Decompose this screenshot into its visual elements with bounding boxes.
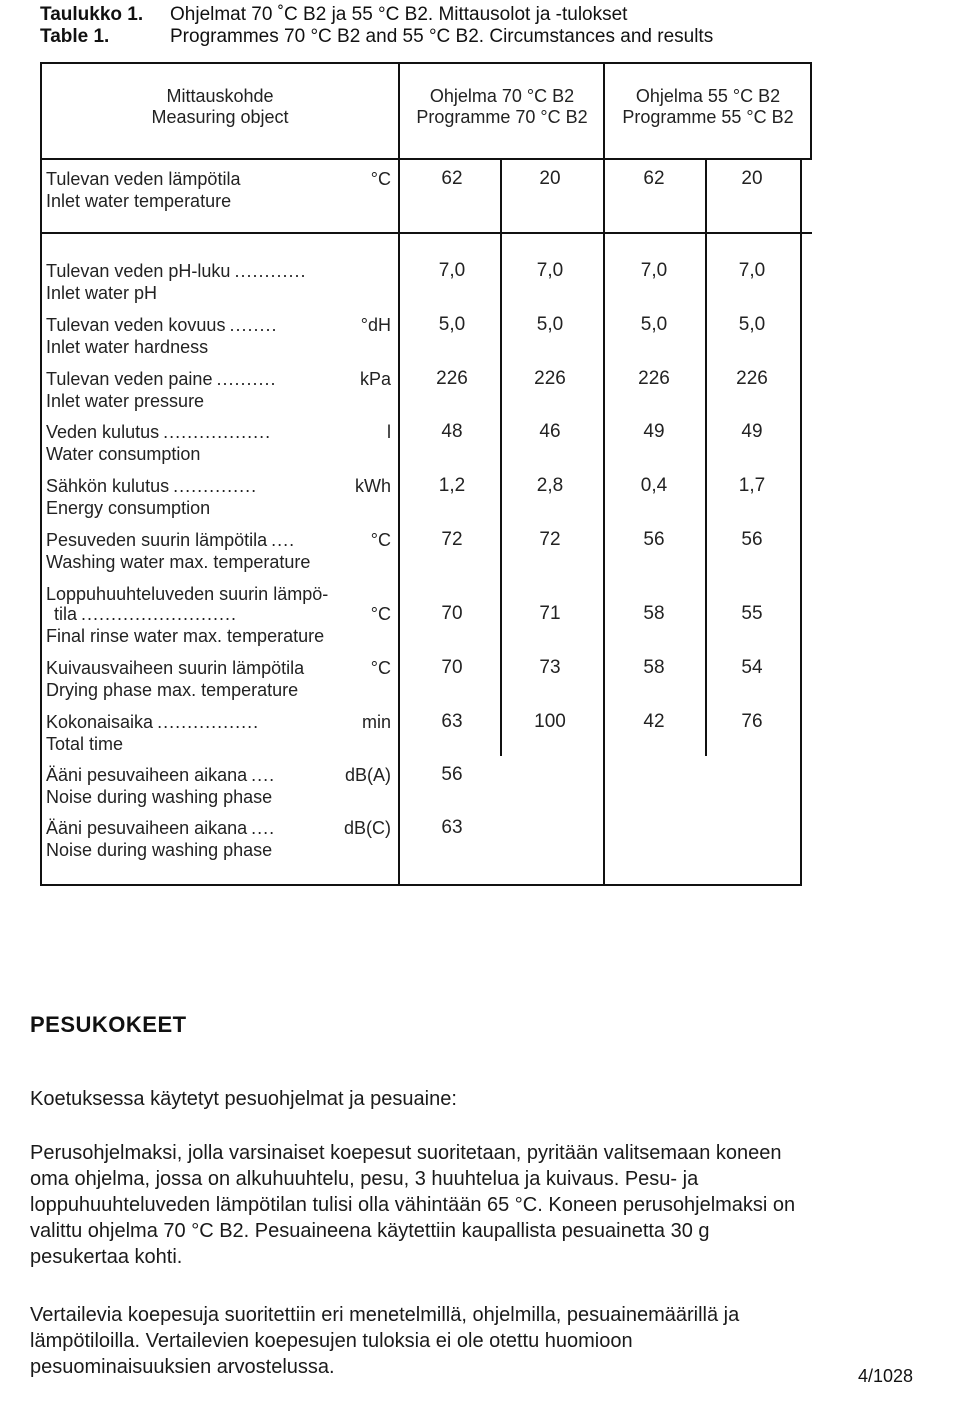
table-caption-en bbox=[40, 26, 713, 48]
table-cell: 56 bbox=[741, 529, 763, 550]
leader-dots: ................. bbox=[157, 712, 260, 732]
table-cell: 49 bbox=[741, 421, 763, 442]
unit-label: °C bbox=[370, 658, 391, 678]
row-label-fi bbox=[46, 657, 391, 679]
table-cell: 63 bbox=[441, 817, 463, 838]
table-cell: 226 bbox=[436, 368, 468, 389]
leader-dots: ........ bbox=[229, 315, 278, 335]
section-intro: Koetuksessa käytetyt pesuohjelmat ja pesuaine: bbox=[30, 1088, 457, 1110]
table-cell: 63 bbox=[441, 711, 463, 732]
header-measuring-object-fi: Mittauskohde bbox=[166, 86, 274, 106]
row-label-fi bbox=[46, 529, 391, 551]
table-cell: 5,0 bbox=[438, 314, 466, 335]
page-number: 4/1028 bbox=[858, 1366, 914, 1386]
table-cell: 58 bbox=[643, 603, 665, 624]
table-cell: 58 bbox=[643, 657, 665, 678]
row-label-fi-text: Tulevan veden paine bbox=[46, 369, 213, 389]
row-label-en: Water consumption bbox=[46, 444, 201, 464]
temperature-rule bbox=[40, 232, 812, 234]
sub-divider-55 bbox=[705, 158, 707, 756]
table-cell: 7,0 bbox=[640, 260, 668, 281]
row-label-en: Total time bbox=[46, 734, 124, 754]
table-cell: 71 bbox=[539, 603, 561, 624]
table-cell: 226 bbox=[736, 368, 768, 389]
table-right-border bbox=[800, 158, 802, 884]
table-cell: 5,0 bbox=[536, 314, 564, 335]
label-column-divider bbox=[398, 62, 400, 884]
row-label-fi-text: Loppuhuuhteluveden suurin lämpö- bbox=[46, 584, 329, 604]
row-label-fi bbox=[46, 421, 391, 443]
table-top-rule bbox=[40, 62, 812, 64]
table-cell: 70 bbox=[441, 603, 463, 624]
table-left-border bbox=[40, 62, 42, 884]
row-label-fi bbox=[46, 764, 391, 786]
table-cell: 7,0 bbox=[738, 260, 766, 281]
row-label-en: Drying phase max. temperature bbox=[46, 680, 299, 700]
leader-dots: .......................... bbox=[81, 604, 238, 624]
table-right-border-top bbox=[810, 62, 812, 158]
row-label-fi-text: Kuivausvaiheen suurin lämpötila bbox=[46, 658, 305, 678]
leader-dots: .............. bbox=[173, 476, 258, 496]
row-label-en: Inlet water temperature bbox=[46, 191, 232, 211]
leader-dots: .......... bbox=[216, 369, 277, 389]
programme-divider bbox=[603, 62, 605, 884]
row-label-fi-text: Ääni pesuvaiheen aikana bbox=[46, 818, 248, 838]
row-label-fi-continued bbox=[46, 603, 391, 625]
unit-label: °C bbox=[370, 530, 391, 550]
unit-label: l bbox=[387, 422, 391, 442]
row-label-en: Inlet water pressure bbox=[46, 391, 205, 411]
unit-label: °C bbox=[370, 169, 391, 189]
row-label-en: Washing water max. temperature bbox=[46, 552, 311, 572]
row-label-fi bbox=[46, 817, 391, 839]
leader-dots: .... bbox=[251, 818, 276, 838]
unit-label: dB(A) bbox=[344, 765, 391, 785]
section-paragraph-2: Vertailevia koepesuja suoritettiin eri menetelmillä, ohjelmilla, pesuainemäärillä ja lämpötiloilla. Vertailevien koepesujen tuloksia ei ole otettu huomioon pesuominaisuuksien arvostelussa. bbox=[30, 1304, 740, 1378]
row-label-en: Noise during washing phase bbox=[46, 787, 273, 807]
table-cell: 226 bbox=[534, 368, 566, 389]
row-label-fi-text: Ääni pesuvaiheen aikana bbox=[46, 765, 248, 785]
table-cell: 1,2 bbox=[438, 475, 466, 496]
row-label-fi bbox=[46, 168, 391, 190]
table-cell: 20 bbox=[539, 168, 561, 189]
table-bottom-rule bbox=[40, 884, 802, 886]
table-caption-fi bbox=[40, 4, 627, 26]
row-label-fi bbox=[46, 711, 391, 733]
row-label-en: Final rinse water max. temperature bbox=[46, 626, 325, 646]
header-programme-55 bbox=[608, 86, 808, 128]
table-cell: 226 bbox=[638, 368, 670, 389]
header-programme-70-en: Programme 70 °C B2 bbox=[416, 107, 588, 127]
row-label-fi bbox=[46, 583, 391, 605]
table-cell: 54 bbox=[741, 657, 763, 678]
leader-dots: .... bbox=[251, 765, 276, 785]
row-label-fi bbox=[46, 368, 391, 390]
row-label-fi-text: Tulevan veden kovuus bbox=[46, 315, 226, 335]
table-cell: 76 bbox=[741, 711, 763, 732]
header-measuring-object bbox=[100, 86, 340, 128]
section-title: PESUKOKEET bbox=[30, 1012, 187, 1037]
table-cell: 46 bbox=[539, 421, 561, 442]
row-label-en: Inlet water pH bbox=[46, 283, 158, 303]
table-cell: 72 bbox=[539, 529, 561, 550]
leader-dots: .... bbox=[271, 530, 296, 550]
row-label-fi-text: Tulevan veden pH-luku bbox=[46, 261, 231, 281]
row-label-fi bbox=[46, 314, 391, 336]
table-cell: 72 bbox=[441, 529, 463, 550]
table-cell: 20 bbox=[741, 168, 763, 189]
header-programme-70 bbox=[403, 86, 601, 128]
table-cell: 56 bbox=[441, 764, 463, 785]
table-cell: 56 bbox=[643, 529, 665, 550]
table-cell: 42 bbox=[643, 711, 665, 732]
unit-label: kWh bbox=[355, 476, 391, 496]
unit-label: °C bbox=[370, 604, 391, 624]
caption-label-en: Table 1. bbox=[40, 26, 110, 47]
table-cell: 48 bbox=[441, 421, 463, 442]
header-measuring-object-en: Measuring object bbox=[151, 107, 289, 127]
row-label-fi bbox=[46, 260, 391, 282]
table-cell: 70 bbox=[441, 657, 463, 678]
leader-dots: ............ bbox=[234, 261, 307, 281]
table-cell: 7,0 bbox=[536, 260, 564, 281]
row-label-en: Noise during washing phase bbox=[46, 840, 273, 860]
header-programme-55-fi: Ohjelma 55 °C B2 bbox=[635, 86, 781, 106]
row-label-fi-text: Tulevan veden lämpötila bbox=[46, 169, 241, 189]
sub-divider-70 bbox=[500, 158, 502, 756]
header-rule bbox=[40, 158, 812, 160]
unit-label: min bbox=[361, 712, 391, 732]
table-cell: 1,7 bbox=[738, 475, 766, 496]
table-cell: 5,0 bbox=[640, 314, 668, 335]
header-programme-70-fi: Ohjelma 70 °C B2 bbox=[429, 86, 575, 106]
table-cell: 62 bbox=[441, 168, 463, 189]
row-label-fi-text: Pesuveden suurin lämpötila bbox=[46, 530, 268, 550]
caption-label-fi: Taulukko 1. bbox=[40, 4, 144, 25]
table-cell: 62 bbox=[643, 168, 665, 189]
header-programme-55-en: Programme 55 °C B2 bbox=[622, 107, 794, 127]
table-cell: 73 bbox=[539, 657, 561, 678]
row-label-fi-continued-text: tila bbox=[54, 604, 78, 624]
table-cell: 100 bbox=[534, 711, 566, 732]
unit-label: °dH bbox=[360, 315, 391, 335]
table-cell: 2,8 bbox=[536, 475, 564, 496]
row-label-fi-text: Kokonaisaika bbox=[46, 712, 154, 732]
caption-text-en: Programmes 70 °C B2 and 55 °C B2. Circumstances and results bbox=[170, 26, 714, 47]
caption-text-fi: Ohjelmat 70 ˚C B2 ja 55 °C B2. Mittausolot ja -tulokset bbox=[170, 4, 628, 25]
leader-dots: .................. bbox=[163, 422, 272, 442]
table-cell: 55 bbox=[741, 603, 763, 624]
section-paragraph-1: Perusohjelmaksi, jolla varsinaiset koepesut suoritetaan, pyritään valitsemaan koneen oma ohjelma, jossa on alkuhuuhtelu, pesu, 3 huuhtelua ja kuivaus. Pesu- ja loppuhuuhteluveden lämpötilan tulisi olla vähintään 65 °C. Koneen perusohjelmaksi on valittu ohjelma 70 °C B2. Pesuaineena käytettiin kaupallista pesuainetta 30 g pesukertaa kohti. bbox=[30, 1142, 796, 1268]
table-cell: 7,0 bbox=[438, 260, 466, 281]
table-cell: 5,0 bbox=[738, 314, 766, 335]
row-label-en: Energy consumption bbox=[46, 498, 211, 518]
table-cell: 49 bbox=[643, 421, 665, 442]
unit-label: kPa bbox=[359, 369, 391, 389]
row-label-fi bbox=[46, 475, 391, 497]
table-cell: 0,4 bbox=[640, 475, 668, 496]
row-label-en: Inlet water hardness bbox=[46, 337, 209, 357]
row-label-fi-text: Veden kulutus bbox=[46, 422, 160, 442]
row-label-fi-text: Sähkön kulutus bbox=[46, 476, 170, 496]
unit-label: dB(C) bbox=[343, 818, 391, 838]
